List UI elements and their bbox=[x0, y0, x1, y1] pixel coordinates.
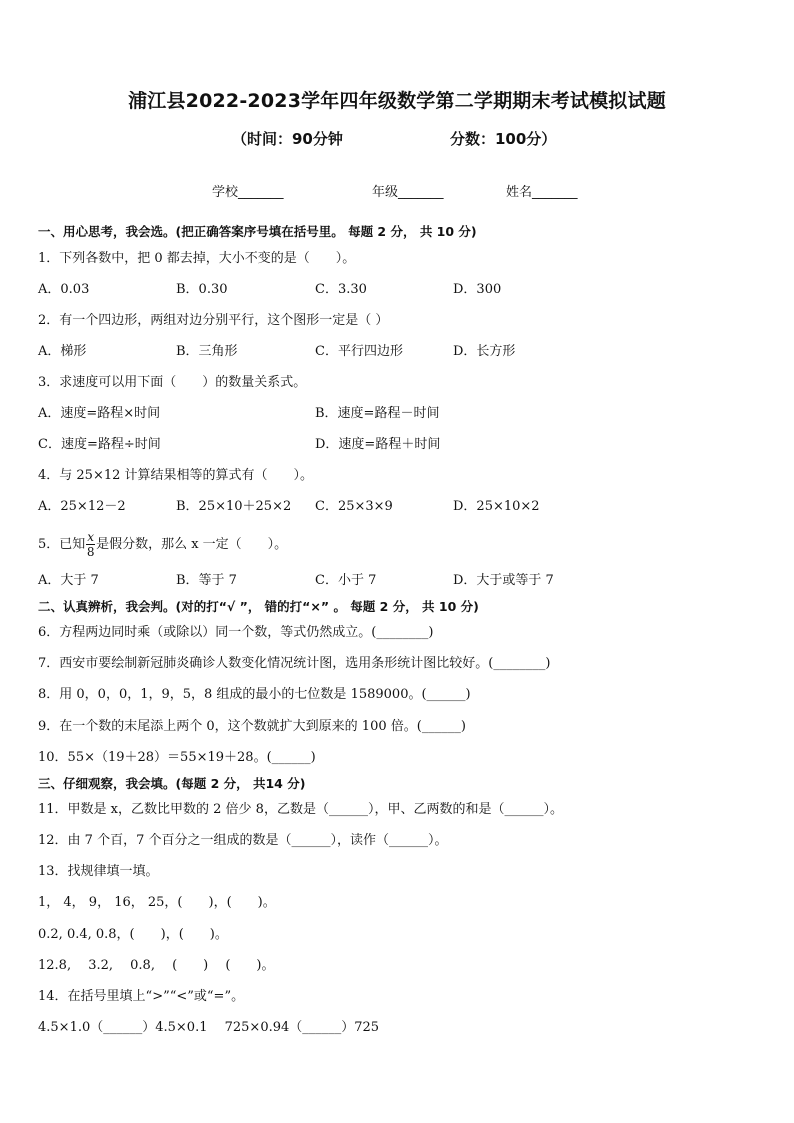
exam-time: （时间：90分钟 bbox=[232, 130, 343, 148]
section-2-heading: 二、认真辨析，我会判。(对的打“√ ”， 错的打“×” 。 每题 2 分， 共 10 分) bbox=[38, 599, 479, 614]
q4-option-a: A．25×12－2 bbox=[38, 499, 126, 514]
fraction-numerator: x bbox=[87, 530, 95, 544]
q1-option-c: C．3.30 bbox=[315, 282, 367, 297]
q5-option-d: D．大于或等于 7 bbox=[453, 573, 554, 588]
q2-option-a: A．梯形 bbox=[38, 344, 87, 359]
question-1: 1．下列各数中，把 0 都去掉，大小不变的是（ ）。 bbox=[38, 251, 356, 266]
question-14: 14．在括号里填上“>”“<”或“=”。 bbox=[38, 989, 245, 1004]
q5-option-c: C．小于 7 bbox=[315, 573, 377, 588]
question-11: 11．甲数是 x，乙数比甲数的 2 倍少 8，乙数是（______），甲、乙两数的和是（______）。 bbox=[38, 802, 563, 817]
question-8: 8．用 0，0，0，1，9，5，8 组成的最小的七位数是 1589000。(______) bbox=[38, 687, 471, 702]
question-7: 7．西安市要绘制新冠肺炎确诊人数变化情况统计图，选用条形统计图比较好。(________) bbox=[38, 656, 551, 671]
q1-option-a: A．0.03 bbox=[38, 282, 90, 297]
question-13-sequence-3: 12.8, 3.2, 0.8, ( ) ( )。 bbox=[38, 958, 275, 973]
section-3-heading: 三、仔细观察，我会填。(每题 2 分， 共14 分) bbox=[38, 776, 306, 791]
q5-option-a: A．大于 7 bbox=[38, 573, 99, 588]
fraction-x-over-8 bbox=[86, 530, 95, 559]
question-2: 2．有一个四边形，两组对边分别平行，这个图形一定是（ ） bbox=[38, 313, 389, 328]
question-6: 6．方程两边同时乘（或除以）同一个数，等式仍然成立。(________) bbox=[38, 625, 434, 640]
q3-option-c: C．速度=路程÷时间 bbox=[38, 437, 161, 452]
name-field: 姓名_______ bbox=[506, 185, 578, 200]
q4-option-d: D．25×10×2 bbox=[453, 499, 540, 514]
q2-option-d: D．长方形 bbox=[453, 344, 516, 359]
fraction-denominator: 8 bbox=[86, 545, 95, 559]
q1-option-b: B．0.30 bbox=[176, 282, 228, 297]
question-9: 9．在一个数的末尾添上两个 0，这个数就扩大到原来的 100 倍。(______) bbox=[38, 719, 466, 734]
q4-option-b: B．25×10＋25×2 bbox=[176, 499, 292, 514]
q3-option-d: D．速度=路程＋时间 bbox=[315, 437, 441, 452]
q5-prefix: 5．已知 bbox=[38, 537, 86, 552]
question-4: 4．与 25×12 计算结果相等的算式有（ ）。 bbox=[38, 468, 314, 483]
question-3: 3．求速度可以用下面（ ）的数量关系式。 bbox=[38, 375, 307, 390]
q5-option-b: B．等于 7 bbox=[176, 573, 237, 588]
q2-option-b: B．三角形 bbox=[176, 344, 238, 359]
section-1-heading: 一、用心思考，我会选。(把正确答案序号填在括号里。 每题 2 分， 共 10 分) bbox=[38, 224, 477, 239]
q4-option-c: C．25×3×9 bbox=[315, 499, 393, 514]
question-12: 12．由 7 个百，7 个百分之一组成的数是（______），读作（______）。 bbox=[38, 833, 448, 848]
q3-option-a: A．速度=路程×时间 bbox=[38, 406, 161, 421]
exam-score: 分数：100分） bbox=[450, 130, 557, 148]
question-13-sequence-1: 1， 4， 9， 16， 25，( )，( )。 bbox=[38, 895, 276, 910]
question-10: 10．55×（19＋28）＝55×19＋28。(______) bbox=[38, 750, 316, 765]
question-5 bbox=[38, 530, 287, 559]
exam-title: 浦江县2022-2023学年四年级数学第二学期期末考试模拟试题 bbox=[128, 90, 666, 112]
question-13-sequence-2: 0.2, 0.4, 0.8，( )，( )。 bbox=[38, 927, 228, 942]
q3-option-b: B．速度=路程－时间 bbox=[315, 406, 440, 421]
school-field: 学校_______ bbox=[212, 185, 284, 200]
q2-option-c: C．平行四边形 bbox=[315, 344, 403, 359]
question-14-comparisons: 4.5×1.0（______）4.5×0.1 725×0.94（______）725 bbox=[38, 1020, 380, 1035]
question-13: 13．找规律填一填。 bbox=[38, 864, 159, 879]
grade-field: 年级_______ bbox=[372, 185, 444, 200]
q5-suffix: 是假分数，那么 x 一定（ ）。 bbox=[96, 537, 288, 552]
q1-option-d: D．300 bbox=[453, 282, 502, 297]
